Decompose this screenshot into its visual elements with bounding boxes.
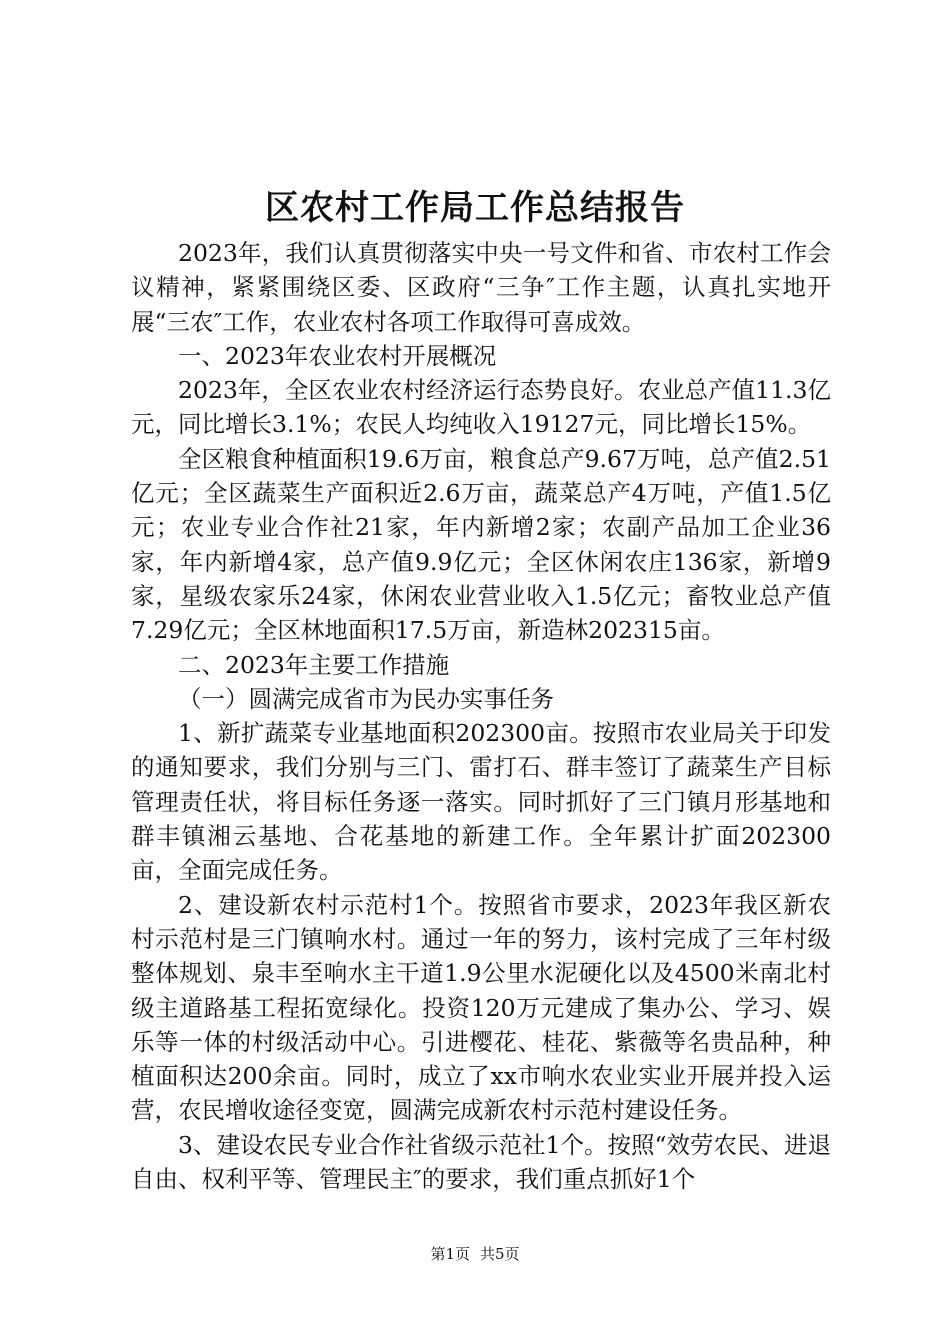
- page-total: 共5页: [480, 1245, 520, 1263]
- paragraph-statistics: 全区粮食种植面积19.6万亩，粮食总产9.67万吨，总产值2.51亿元；全区蔬菜生产面积近2.6万亩，蔬菜总产4万吨，产值1.5亿元；农业专业合作社21家，年内新增2家；农副产品加工企业36家，年内新增4家，总产值9.9亿元；全区休闲农庄136家，新增9家，星级农家乐24家，休闲农业营业收入1.5亿元；畜牧业总产值7.29亿元；全区林地面积17.5万亩，新造林202315亩。: [131, 444, 831, 645]
- paragraph-intro: 2023年，我们认真贯彻落实中央一号文件和省、市农村工作会议精神，紧紧围绕区委、区政府“三争″工作主题，认真扎实地开展“三农″工作，农业农村各项工作取得可喜成效。: [131, 239, 831, 336]
- document-body: [131, 236, 831, 1196]
- paragraph-item-2: 2、建设新农村示范村1个。按照省市要求，2023年我区新农村示范村是三门镇响水村。通过一年的努力，该村完成了三年村级整体规划、泉丰至响水主干道1.9公里水泥硬化以及4500米南北村级主道路基工程拓宽绿化。投资120万元建成了集办公、学习、娱乐等一体的村级活动中心。引进樱花、桂花、紫薇等名贵品种，种植面积达200余亩。同时，成立了xx市响水农业实业开展并投入运营，农民增收途径变宽，圆满完成新农村示范村建设任务。: [131, 890, 831, 1125]
- page-number: 第1页: [430, 1245, 470, 1263]
- section-heading-2: 二、2023年主要工作措施: [178, 650, 450, 679]
- subsection-heading-1: （一）圆满完成省市为民办实事任务: [178, 684, 554, 713]
- document-title: 区农村工作局工作总结报告: [265, 188, 685, 228]
- page-footer: [0, 1244, 950, 1264]
- paragraph-item-3: 3、建设农民专业合作社省级示范社1个。按照“效劳农民、进退自由、权利平等、管理民主″的要求，我们重点抓好1个: [131, 1130, 831, 1194]
- paragraph-item-1: 1、新扩蔬菜专业基地面积202300亩。按照市农业局关于印发的通知要求，我们分别与三门、雷打石、群丰签订了蔬菜生产目标管理责任状，将目标任务逐一落实。同时抓好了三门镇月形基地和群丰镇湘云基地、合花基地的新建工作。全年累计扩面202300亩，全面完成任务。: [131, 719, 831, 885]
- paragraph-overview: 2023年，全区农业农村经济运行态势良好。农业总产值11.3亿元，同比增长3.1%；农民人均纯收入19127元，同比增长15%。: [131, 376, 831, 439]
- section-heading-1: 一、2023年农业农村开展概况: [178, 341, 497, 370]
